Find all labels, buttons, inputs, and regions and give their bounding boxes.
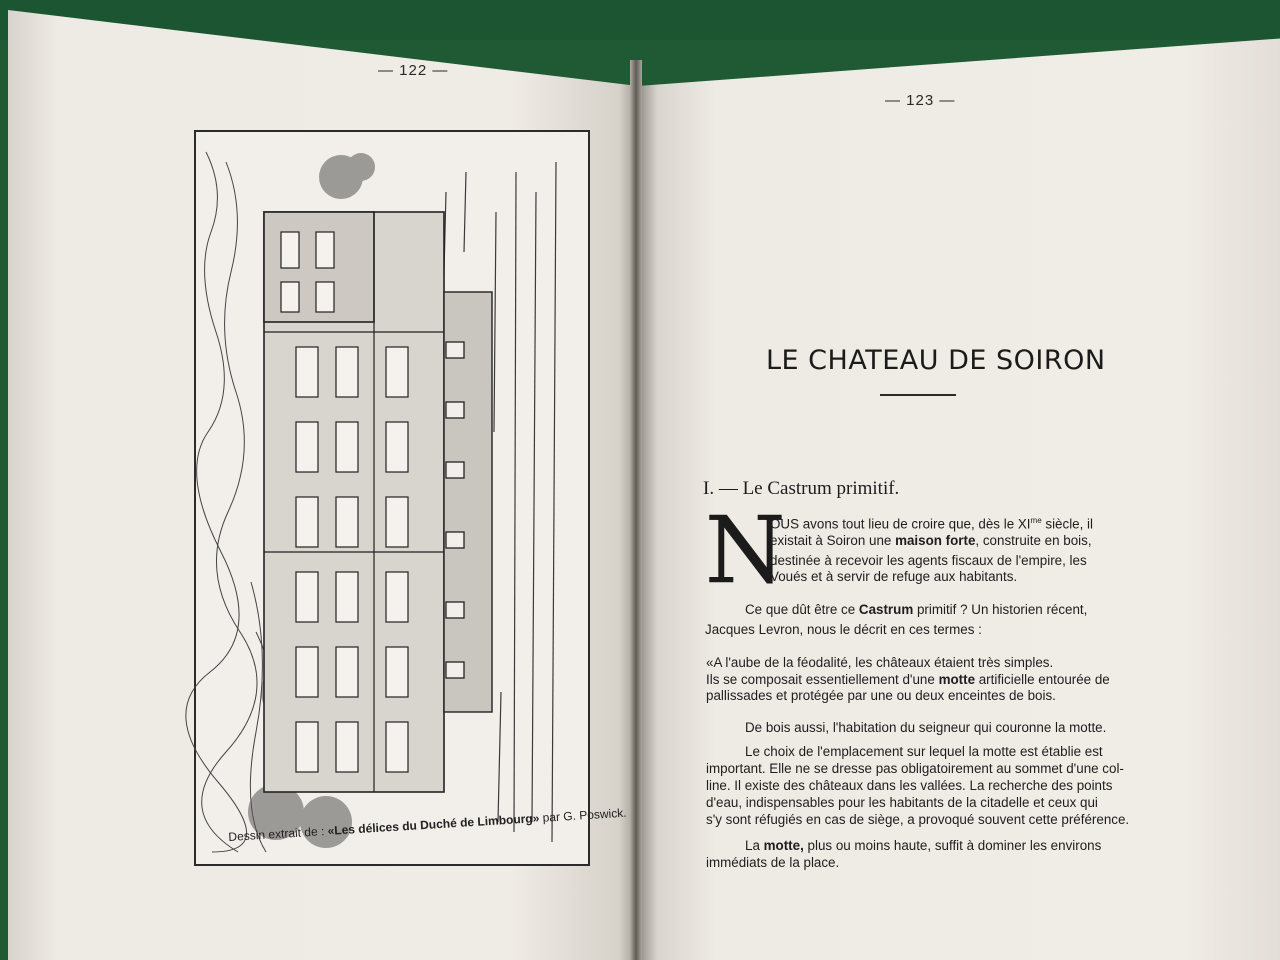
quote1-line2: Ils se composait essentiellement d'une motte artificielle entourée de (706, 672, 1110, 687)
quote3-line2: important. Elle ne se dresse pas obligatoirement au sommet d'une col- (706, 761, 1124, 776)
caption-title: «Les délices du Duché de Limbourg» (327, 810, 540, 838)
dropcap-letter: N (705, 497, 786, 604)
title-rule (880, 394, 956, 396)
quote3-line3: line. Il existe des châteaux dans les vallées. La recherche des points (706, 778, 1113, 793)
quote3-line1: Le choix de l'emplacement sur lequel la motte est établie est (745, 744, 1103, 759)
section-heading: I. — Le Castrum primitif. (703, 478, 900, 499)
quote3-line4: d'eau, indispensables pour les habitants de la citadelle et ceux qui (706, 795, 1098, 810)
para1-line4: Voués et à servir de refuge aux habitants. (770, 569, 1018, 584)
left-page-number: — 122 — (378, 62, 449, 79)
caption-prefix: Dessin extrait de : (228, 824, 325, 844)
chapter-title: LE CHATEAU DE SOIRON (766, 345, 1106, 376)
caption-suffix: par G. Poswick. (542, 805, 627, 825)
quote4-line1: La motte, plus ou moins haute, suffit à dominer les environs (745, 838, 1102, 853)
para2-line2: Jacques Levron, nous le décrit en ces termes : (705, 622, 982, 637)
right-page-number: — 123 — (885, 92, 956, 109)
quote1-line1: «A l'aube de la féodalité, les châteaux étaient très simples. (706, 655, 1054, 670)
dropcap-n (703, 497, 786, 604)
quote4-line2: immédiats de la place. (706, 855, 840, 870)
para2-line1: Ce que dût être ce Castrum primitif ? Un historien récent, (745, 602, 1088, 617)
para1-line3: destinée à recevoir les agents fiscaux de l'empire, les (770, 553, 1087, 568)
para1-line1: OUS avons tout lieu de croire que, dès le $XI^{me}$ siècle, il (770, 516, 1094, 532)
book-gutter (630, 60, 642, 960)
para1-line2: existait à Soiron une maison forte, construite en bois, (770, 533, 1092, 548)
quote3-line5: s'y sont réfugiés en cas de siège, a provoqué souvent cette préférence. (706, 812, 1130, 827)
quote1-line3: pallissades et protégée par une ou deux enceintes de bois. (706, 688, 1056, 703)
castle-illustration (194, 130, 590, 866)
quote2-line: De bois aussi, l'habitation du seigneur qui couronne la motte. (745, 720, 1107, 735)
